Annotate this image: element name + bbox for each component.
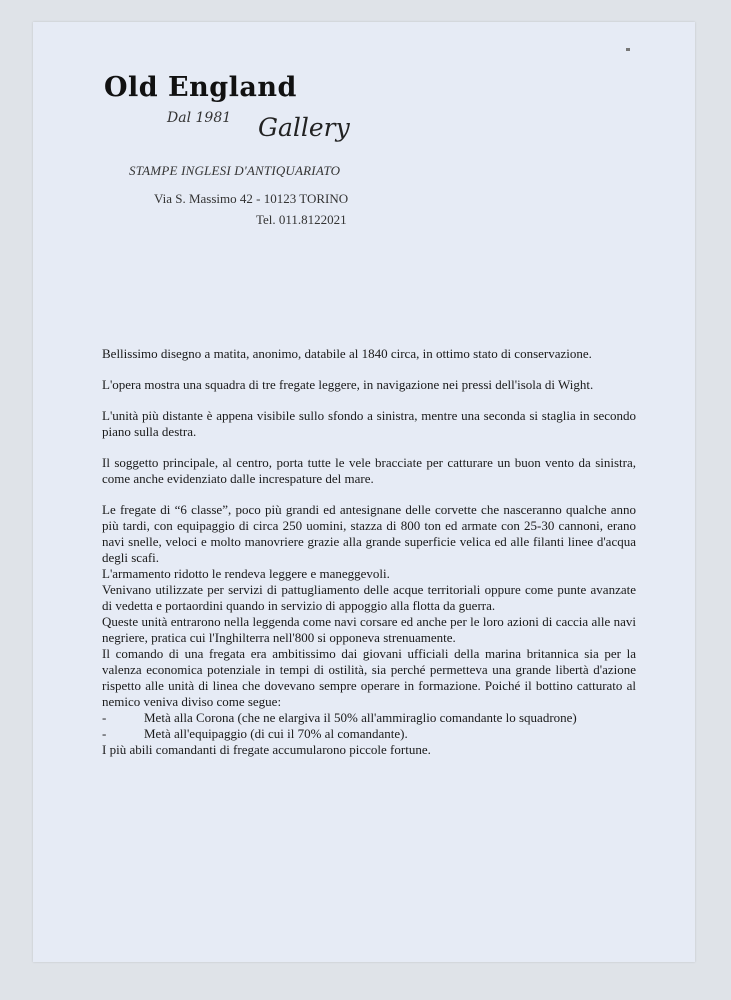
list-item bbox=[102, 726, 636, 742]
list-item-text: Metà all'equipaggio (di cui il 70% al comandante). bbox=[144, 726, 408, 741]
bullet-dash: - bbox=[102, 710, 107, 725]
paragraph: Le fregate di “6 classe”, poco più grandi ed antesignane delle corvette che nasceranno qualche anno più tardi, con equipaggio di circa 250 uomini, stazza di 800 ton ed armate con 25-30 cannoni, erano navi snelle, veloci e molto manovriere grazie alla grande superficie velica ed alle filanti linee d'acqua degli scafi. bbox=[102, 502, 636, 565]
address: Via S. Massimo 42 - 10123 TORINO bbox=[154, 191, 349, 206]
paragraph: Queste unità entrarono nella leggenda come navi corsare ed anche per le loro azioni di caccia alle navi negriere, pratica cui l'Inghilterra nell'800 si opponeva strenuamente. bbox=[102, 614, 636, 645]
document-body bbox=[102, 346, 636, 758]
paragraph: I più abili comandanti di fregate accumularono piccole fortune. bbox=[102, 742, 431, 757]
paragraph: Venivano utilizzate per servizi di pattugliamento delle acque territoriali oppure come punte avanzate di vedetta e portaordini quando in servizio di appoggio alla flotta da guerra. bbox=[102, 582, 636, 613]
since-text: Dal 1981 bbox=[167, 110, 232, 126]
subtitle: STAMPE INGLESI D'ANTIQUARIATO bbox=[129, 163, 341, 178]
paragraph: Il comando di una fregata era ambitissimo dai giovani ufficiali della marina britannica sia per la valenza economica potenziale in tempi di ostilità, sia perché permetteva una grande libertà d'azione rispetto alle unità di linea che dovevano sempre operare in formazione. Poiché il bottino catturato al nemico veniva diviso come segue: bbox=[102, 646, 636, 709]
gallery-text: Gallery bbox=[258, 113, 350, 142]
paper-mark bbox=[626, 48, 630, 51]
list-item bbox=[102, 710, 636, 726]
logo: Old England bbox=[104, 72, 297, 103]
paragraph: L'armamento ridotto le rendeva leggere e maneggevoli. bbox=[102, 566, 390, 581]
bullet-dash: - bbox=[102, 726, 107, 741]
telephone: Tel. 011.8122021 bbox=[256, 212, 347, 227]
paragraph: L'unità più distante è appena visibile sullo sfondo a sinistra, mentre una seconda si staglia in secondo piano sulla destra. bbox=[102, 408, 636, 439]
paragraph: L'opera mostra una squadra di tre fregate leggere, in navigazione nei pressi dell'isola di Wight. bbox=[102, 377, 594, 392]
paragraph: Il soggetto principale, al centro, porta tutte le vele bracciate per catturare un buon vento da sinistra, come anche evidenziato dalle increspature del mare. bbox=[102, 455, 636, 486]
list-item-text: Metà alla Corona (che ne elargiva il 50% all'ammiraglio comandante lo squadrone) bbox=[144, 710, 577, 725]
paragraph: Bellissimo disegno a matita, anonimo, databile al 1840 circa, in ottimo stato di conservazione. bbox=[102, 346, 592, 361]
